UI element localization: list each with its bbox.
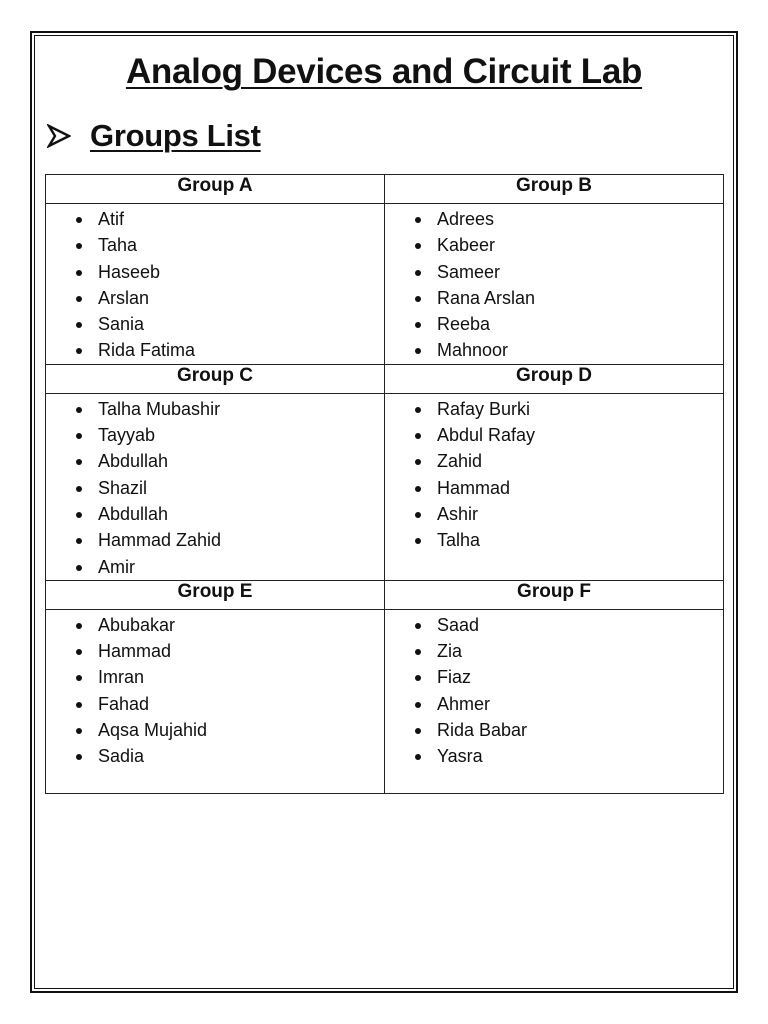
member-list-item: Rafay Burki <box>415 396 723 422</box>
group-e-header: Group E <box>46 580 385 609</box>
member-list-item: Atif <box>76 206 384 232</box>
member-list-item: Tayyab <box>76 422 384 448</box>
group-d-header: Group D <box>385 364 724 393</box>
group-b-members <box>385 204 723 364</box>
member-list-item: Shazil <box>76 475 384 501</box>
member-list-item: Zia <box>415 638 723 664</box>
header-row <box>46 580 724 609</box>
header-row <box>46 175 724 204</box>
member-list-item: Saad <box>415 612 723 638</box>
subtitle-row <box>47 114 261 158</box>
group-d-members <box>385 394 723 554</box>
members-row <box>46 204 724 365</box>
member-list-item: Sania <box>76 311 384 337</box>
members-row <box>46 393 724 580</box>
member-list-item: Imran <box>76 664 384 690</box>
group-a-members <box>46 204 384 364</box>
member-list-item: Sameer <box>415 259 723 285</box>
group-f-members <box>385 610 723 770</box>
member-list-item: Ashir <box>415 501 723 527</box>
member-list-item: Rana Arslan <box>415 285 723 311</box>
member-list-item: Abubakar <box>76 612 384 638</box>
group-f-header: Group F <box>385 580 724 609</box>
group-b-cell <box>385 204 724 365</box>
group-c-cell <box>46 393 385 580</box>
group-c-header: Group C <box>46 364 385 393</box>
group-c-members <box>46 394 384 580</box>
members-row <box>46 609 724 793</box>
section-heading: Groups List <box>90 118 261 153</box>
member-list-item: Hammad <box>76 638 384 664</box>
group-e-members <box>46 610 384 770</box>
member-list-item: Adrees <box>415 206 723 232</box>
member-list-item: Talha <box>415 527 723 553</box>
member-list-item: Mahnoor <box>415 337 723 363</box>
member-list-item: Abdul Rafay <box>415 422 723 448</box>
member-list-item: Kabeer <box>415 232 723 258</box>
arrowhead-bullet-icon <box>47 124 71 148</box>
group-e-cell <box>46 609 385 793</box>
member-list-item: Hammad Zahid <box>76 527 384 553</box>
member-list-item: Talha Mubashir <box>76 396 384 422</box>
member-list-item: Reeba <box>415 311 723 337</box>
member-list-item: Abdullah <box>76 448 384 474</box>
member-list-item: Ahmer <box>415 691 723 717</box>
group-a-cell <box>46 204 385 365</box>
document-title: Analog Devices and Circuit Lab <box>125 52 643 91</box>
member-list-item: Yasra <box>415 743 723 769</box>
member-list-item: Fahad <box>76 691 384 717</box>
group-b-header: Group B <box>385 175 724 204</box>
groups-table <box>45 174 724 794</box>
group-f-cell <box>385 609 724 793</box>
member-list-item: Hammad <box>415 475 723 501</box>
member-list-item: Taha <box>76 232 384 258</box>
member-list-item: Sadia <box>76 743 384 769</box>
header-row <box>46 364 724 393</box>
member-list-item: Fiaz <box>415 664 723 690</box>
member-list-item: Aqsa Mujahid <box>76 717 384 743</box>
member-list-item: Zahid <box>415 448 723 474</box>
member-list-item: Amir <box>76 554 384 580</box>
member-list-item: Arslan <box>76 285 384 311</box>
member-list-item: Haseeb <box>76 259 384 285</box>
member-list-item: Rida Babar <box>415 717 723 743</box>
member-list-item: Rida Fatima <box>76 337 384 363</box>
group-d-cell <box>385 393 724 580</box>
group-a-header: Group A <box>46 175 385 204</box>
member-list-item: Abdullah <box>76 501 384 527</box>
